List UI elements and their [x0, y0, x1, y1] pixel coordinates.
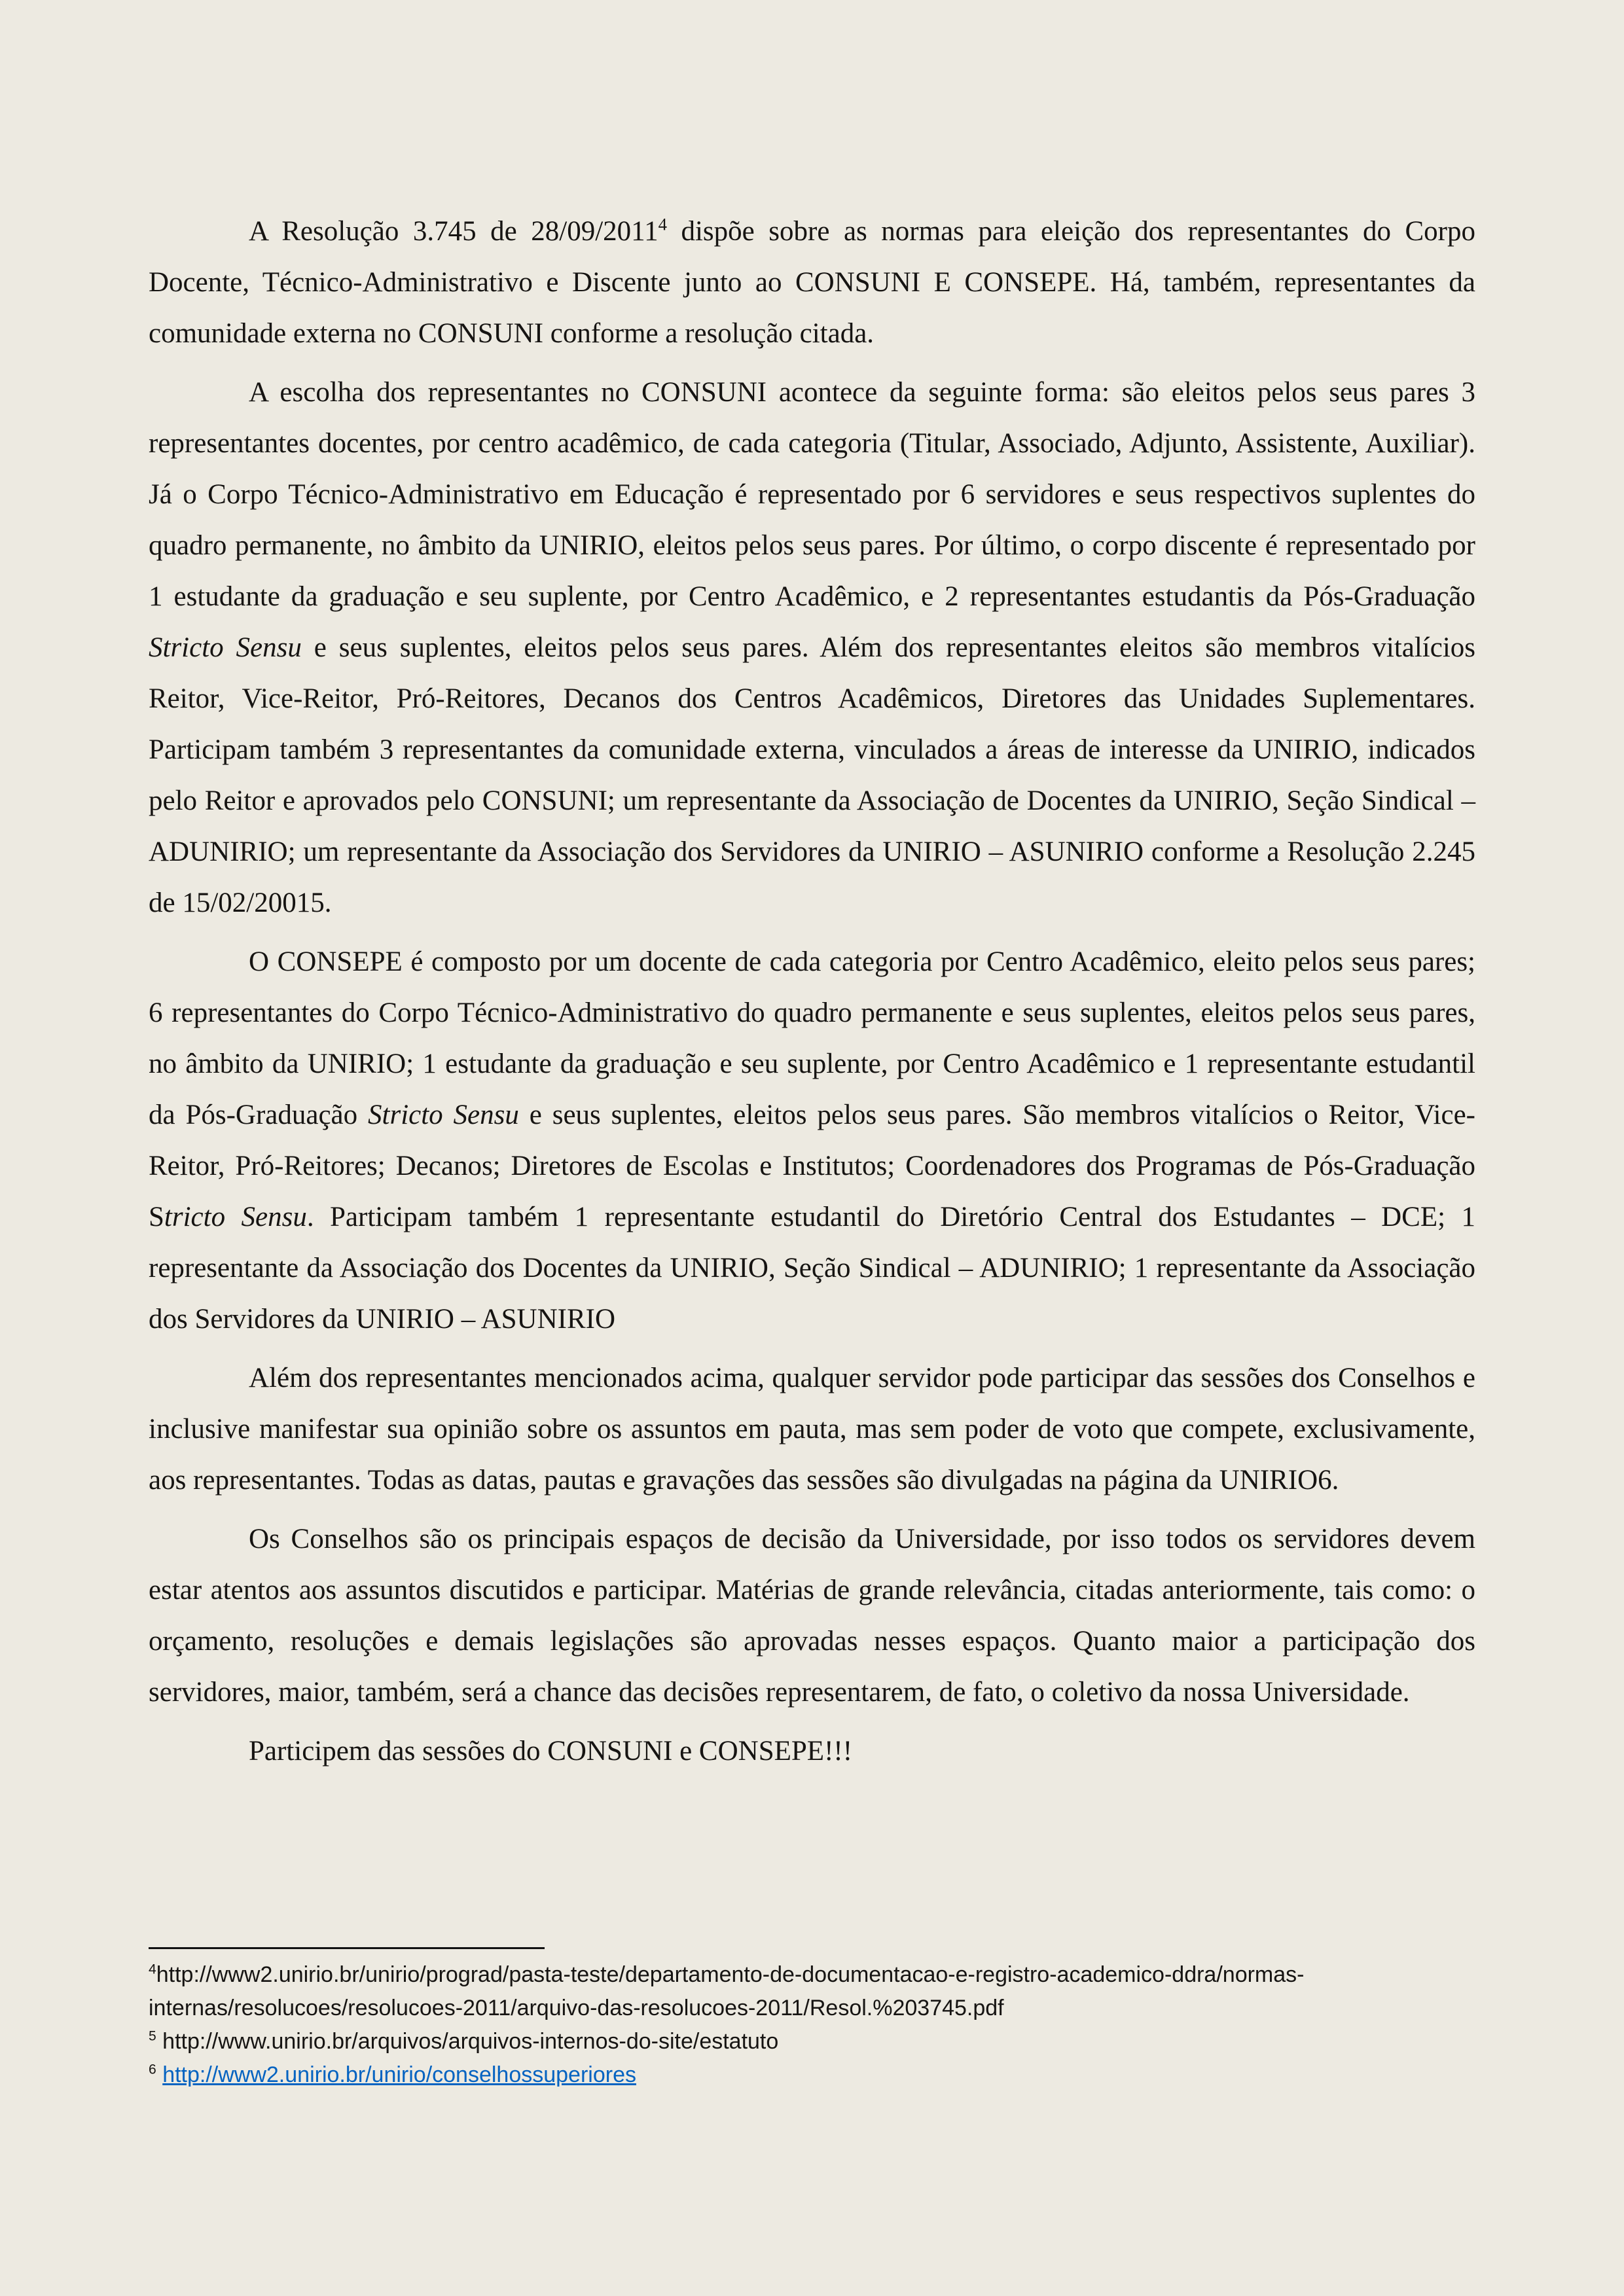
text-run: dispõe sobre as normas para eleição dos representantes do Corpo Docente, Técnico-Administrativo e Discente junto ao CONSUNI E CONSEPE. Há, também, representantes da comunidade externa no CONSUNI conforme a resolução citada. [149, 216, 1483, 349]
footnote [149, 2058, 1475, 2092]
paragraph [149, 1726, 1475, 1777]
footnote [149, 2025, 1475, 2058]
text-run: http://www.unirio.br/arquivos/arquivos-internos-do-site/estatuto [156, 2029, 779, 2054]
paragraph [149, 937, 1483, 1345]
italic-text: tricto Sensu [164, 1202, 307, 1232]
italic-text: Stricto Sensu [368, 1100, 519, 1130]
footnote-marker: 5 [149, 2028, 156, 2044]
footnote-divider [149, 1947, 545, 1949]
paragraph [149, 1514, 1483, 1718]
paragraph [149, 367, 1483, 929]
footnote-link[interactable]: http://www2.unirio.br/unirio/conselhossuperiores [162, 2062, 636, 2087]
text-run: . Participam também 1 representante estudantil do Diretório Central dos Estudantes – DCE; 1 representante da Associação dos Docentes da UNIRIO, Seção Sindical – ADUNIRIO; 1 representante da Associação dos Servidores da UNIRIO – ASUNIRIO [149, 1202, 1483, 1335]
text-run: Participem das sessões do CONSUNI e CONSEPE!!! [249, 1736, 853, 1767]
footnote [149, 1958, 1475, 2025]
footnote-section [149, 1947, 1475, 2092]
text-run: A escolha dos representantes no CONSUNI acontece da seguinte forma: são eleitos pelos seus pares 3 representantes docentes, por centro acadêmico, de cada categoria (Titular, Associado, Adjunto, Assistente, Auxiliar). Já o Corpo Técnico-Administrativo em Educação é representado por 6 servidores e seus respectivos suplentes do quadro permanente, no âmbito da UNIRIO, eleitos pelos seus pares. Por último, o corpo discente é representado por 1 estudante da graduação e seu suplente, por Centro Acadêmico, e 2 representantes estudantis da Pós-Graduação [149, 377, 1483, 612]
footnote-list [149, 1958, 1475, 2092]
text-run: Os Conselhos são os principais espaços de decisão da Universidade, por isso todos os servidores devem estar atentos aos assuntos discutidos e participar. Matérias de grande relevância, citadas anteriormente, tais como: o orçamento, resoluções e demais legislações são aprovadas nesses espaços. Quanto maior a participação dos servidores, maior, também, será a chance das decisões representarem, de fato, o coletivo da nossa Universidade. [149, 1524, 1483, 1708]
text-run: A Resolução 3.745 de 28/09/2011 [249, 216, 659, 247]
italic-text: Stricto Sensu [149, 632, 302, 663]
footnote-marker: 4 [149, 1962, 156, 1977]
text-run [156, 2062, 162, 2087]
text-run: e seus suplentes, eleitos pelos seus pares. Além dos representantes eleitos são membros vitalícios Reitor, Vice-Reitor, Pró-Reitores, Decanos dos Centros Acadêmicos, Diretores das Unidades Suplementares. Participam também 3 representantes da comunidade externa, vinculados a áreas de interesse da UNIRIO, indicados pelo Reitor e aprovados pelo CONSUNI; um representante da Associação de Docentes da UNIRIO, Seção Sindical – ADUNIRIO; um representante da Associação dos Servidores da UNIRIO – ASUNIRIO conforme a Resolução 2.245 de 15/02/20015. [149, 632, 1483, 918]
text-run: O CONSEPE é composto por um docente de cada categoria por Centro Acadêmico, eleito pelos seus pares; 6 representantes do Corpo Técnico-Administrativo do quadro permanente e seus suplentes, eleitos pelos seus pares, no âmbito da UNIRIO; 1 estudante da graduação e seu suplente, por Centro Acadêmico e 1 representante estudantil da Pós-Graduação [149, 946, 1483, 1130]
paragraph [149, 206, 1483, 359]
footnote-marker: 6 [149, 2062, 156, 2077]
text-run: Além dos representantes mencionados acima, qualquer servidor pode participar das sessões dos Conselhos e inclusive manifestar sua opinião sobre os assuntos em pauta, mas sem poder de voto que compete, exclusivamente, aos representantes. Todas as datas, pautas e gravações das sessões são divulgadas na página da UNIRIO6. [149, 1363, 1483, 1496]
text-run: http://www2.unirio.br/unirio/prograd/pasta-teste/departamento-de-documentacao-e-registro-academico-ddra/normas-internas/resolucoes/resolucoes-2011/arquivo-das-resolucoes-2011/Resol.%203745.pdf [149, 1962, 1305, 2020]
text-run: e seus suplentes, eleitos pelos seus pares. São membros vitalícios o Reitor, Vice-Reitor, Pró-Reitores; Decanos; Diretores de Escolas e Institutos; Coordenadores dos Programas de Pós-Graduação S [149, 1100, 1483, 1232]
paragraph [149, 1353, 1483, 1506]
paragraph-list [149, 206, 1483, 1785]
footnote-ref: 4 [658, 214, 667, 234]
